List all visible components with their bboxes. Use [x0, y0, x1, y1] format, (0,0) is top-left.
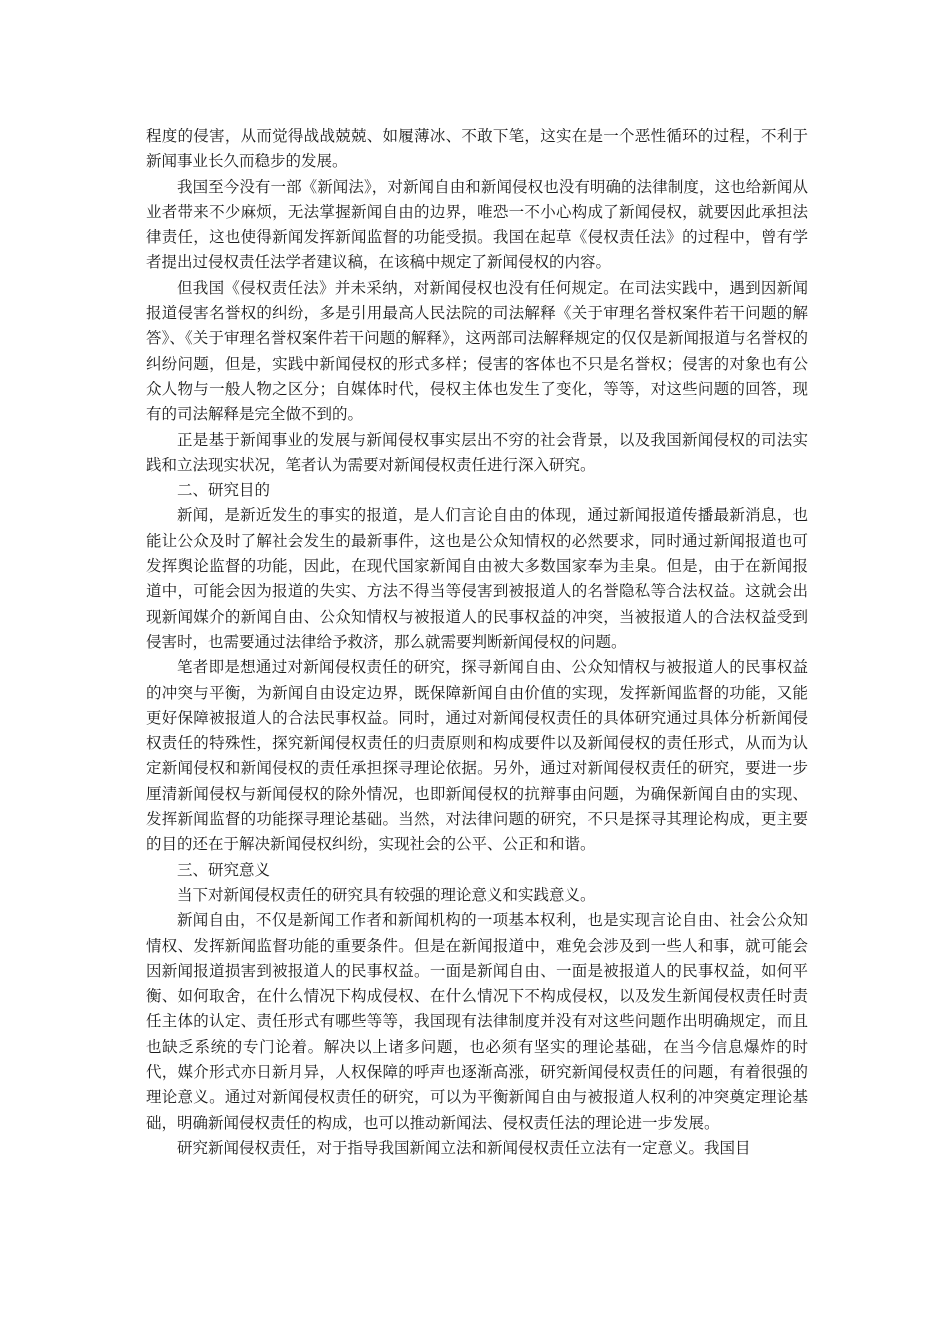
- paragraph-significance-intro: 当下对新闻侵权责任的研究具有较强的理论意义和实践意义。: [177, 885, 596, 904]
- document-page: [146, 124, 808, 1161]
- paragraph-practical-significance: 研究新闻侵权责任，对于指导我国新闻立法和新闻侵权责任立法有一定意义。我国目: [177, 1138, 751, 1157]
- paragraph-research-background: 正是基于新闻事业的发展与新闻侵权事实层出不穷的社会背景，以及我国新闻侵权的司法实践和立法现实状况，笔者认为需要对新闻侵权责任进行深入研究。: [146, 430, 808, 474]
- paragraph-continuation: 程度的侵害，从而觉得战战兢兢、如履薄冰、不敢下笔，这实在是一个恶性循环的过程，不利于新闻事业长久而稳步的发展。: [146, 127, 808, 171]
- section-heading-significance: 三、研究意义: [177, 860, 271, 879]
- paragraph-news-law-absence: 我国至今没有一部《新闻法》，对新闻自由和新闻侵权也没有明确的法律制度，这也给新闻从业者带来不少麻烦，无法掌握新闻自由的边界，唯恐一不小心构成了新闻侵权，就要因此承担法律责任，这也使得新闻发挥新闻监督的功能受损。我国在起草《侵权责任法》的过程中，曾有学者提出过侵权责任法学者建议稿，在该稿中规定了新闻侵权的内容。: [146, 177, 808, 272]
- section-heading-purpose: 二、研究目的: [177, 481, 271, 500]
- paragraph-news-definition: 新闻，是新近发生的事实的报道，是人们言论自由的体现，通过新闻报道传播最新消息，也能让公众及时了解社会发生的最新事件，这也是公众知情权的必然要求，同时通过新闻报道也可发挥舆论监督的功能，因此，在现代国家新闻自由被大多数国家奉为圭臬。但是，由于在新闻报道中，可能会因为报道的失实、方法不得当等侵害到被报道人的名誉隐私等合法权益。这就会出现新闻媒介的新闻自由、公众知情权与被报道人的民事权益的冲突，当被报道人的合法权益受到侵害时，也需要通过法律给予救济，那么就需要判断新闻侵权的问题。: [146, 506, 808, 651]
- paragraph-tort-law-not-adopted: 但我国《侵权责任法》并未采纳，对新闻侵权也没有任何规定。在司法实践中，遇到因新闻报道侵害名誉权的纠纷，多是引用最高人民法院的司法解释《关于审理名誉权案件若干问题的解答》、《关于审理名誉权案件若干问题的解释》，这两部司法解释规定的仅仅是新闻报道与名誉权的纠纷问题，但是，实践中新闻侵权的形式多样；侵害的客体也不只是名誉权；侵害的对象也有公众人物与一般人物之区分；自媒体时代，侵权主体也发生了变化，等等，对这些问题的回答，现有的司法解释是完全做不到的。: [146, 278, 808, 424]
- paragraph-research-goals: 笔者即是想通过对新闻侵权责任的研究，探寻新闻自由、公众知情权与被报道人的民事权益的冲突与平衡，为新闻自由设定边界，既保障新闻自由价值的实现，发挥新闻监督的功能，又能更好保障被报道人的合法民事权益。同时，通过对新闻侵权责任的具体研究通过具体分析新闻侵权责任的特殊性，探究新闻侵权责任的归责原则和构成要件以及新闻侵权的责任形式，从而为认定新闻侵权和新闻侵权的责任承担探寻理论依据。另外，通过对新闻侵权责任的研究，要进一步厘清新闻侵权与新闻侵权的除外情况，也即新闻侵权的抗辩事由问题，为确保新闻自由的实现、发挥新闻监督的功能探寻理论基础。当然，对法律问题的研究，不只是探寻其理论构成，更主要的目的还在于解决新闻侵权纠纷，实现社会的公平、公正和和谐。: [146, 658, 808, 854]
- paragraph-theoretical-significance: 新闻自由，不仅是新闻工作者和新闻机构的一项基本权利，也是实现言论自由、社会公众知情权、发挥新闻监督功能的重要条件。但是在新闻报道中，难免会涉及到一些人和事，就可能会因新闻报道损害到被报道人的民事权益。一面是新闻自由、一面是被报道人的民事权益，如何平衡、如何取舍，在什么情况下构成侵权、在什么情况下不构成侵权，以及发生新闻侵权责任时责任主体的认定、责任形式有哪些等等，我国现有法律制度并没有对这些问题作出明确规定，而且也缺乏系统的专门论着。解决以上诸多问题，也必须有坚实的理论基础，在当今信息爆炸的时代，媒介形式亦日新月异，人权保障的呼声也逐渐高涨，研究新闻侵权责任的问题，有着很强的理论意义。通过对新闻侵权责任的研究，可以为平衡新闻自由与被报道人权利的冲突奠定理论基础，明确新闻侵权责任的构成，也可以推动新闻法、侵权责任法的理论进一步发展。: [146, 911, 808, 1132]
